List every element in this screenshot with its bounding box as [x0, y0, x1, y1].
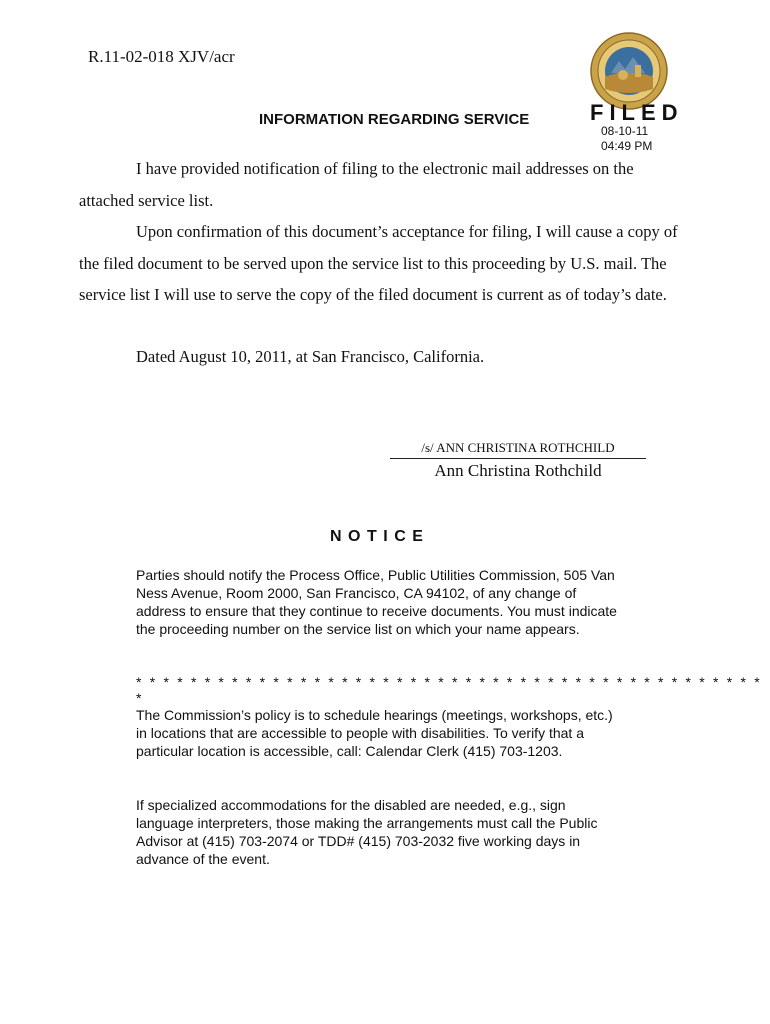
- page-title: INFORMATION REGARDING SERVICE: [259, 111, 530, 128]
- filed-time: 04:49 PM: [601, 139, 653, 153]
- california-puc-seal-icon: [589, 31, 669, 111]
- body-paragraph-service: Upon confirmation of this document’s acceptance for filing, I will cause a copy of the filed document to be served upon the service list to this proceeding by U.S. mail. The service list I will use to serve the copy of the filed document is current as of today’s date.: [79, 222, 678, 304]
- body-paragraph-notification: I have provided notification of filing to the electronic mail addresses on the attached service list.: [79, 159, 634, 210]
- filed-date: 08-10-11: [601, 124, 649, 138]
- signature-block: [390, 440, 646, 481]
- filed-stamp-datetime: [601, 124, 652, 154]
- signer-name: Ann Christina Rothchild: [434, 461, 602, 480]
- notice-heading: NOTICE: [330, 528, 430, 545]
- notice-separator: * * * * * * * * * * * * * * * * * * * * * * * * * * * * * * * * * * * * * * * * * * * * * * *: [136, 674, 762, 706]
- signature-line: /s/ ANN CHRISTINA ROTHCHILD: [390, 440, 646, 459]
- body-paragraph-dated: Dated August 10, 2011, at San Francisco, California.: [136, 347, 485, 366]
- notice-paragraph-accessibility: The Commission’s policy is to schedule hearings (meetings, workshops, etc.) in locations that are accessible to people with disabilities. To verify that a particular location is accessible, call: Calendar Clerk (415) 703-1203.: [136, 707, 613, 759]
- filed-stamp-label: FILED: [590, 100, 684, 125]
- notice-paragraph-address: Parties should notify the Process Office, Public Utilities Commission, 505 Van Ness Avenue, Room 2000, San Francisco, CA 94102, of any change of address to ensure that they continue to receive documents. You must indicate the proceeding number on the service list on which your name appears.: [136, 567, 617, 637]
- docket-number: R.11-02-018 XJV/acr: [88, 47, 235, 66]
- notice-paragraph-accommodations: If specialized accommodations for the disabled are needed, e.g., sign language interpreters, those making the arrangements must call the Public Advisor at (415) 703-2074 or TDD# (415) 703-2032 five working days in advance of the event.: [136, 797, 598, 867]
